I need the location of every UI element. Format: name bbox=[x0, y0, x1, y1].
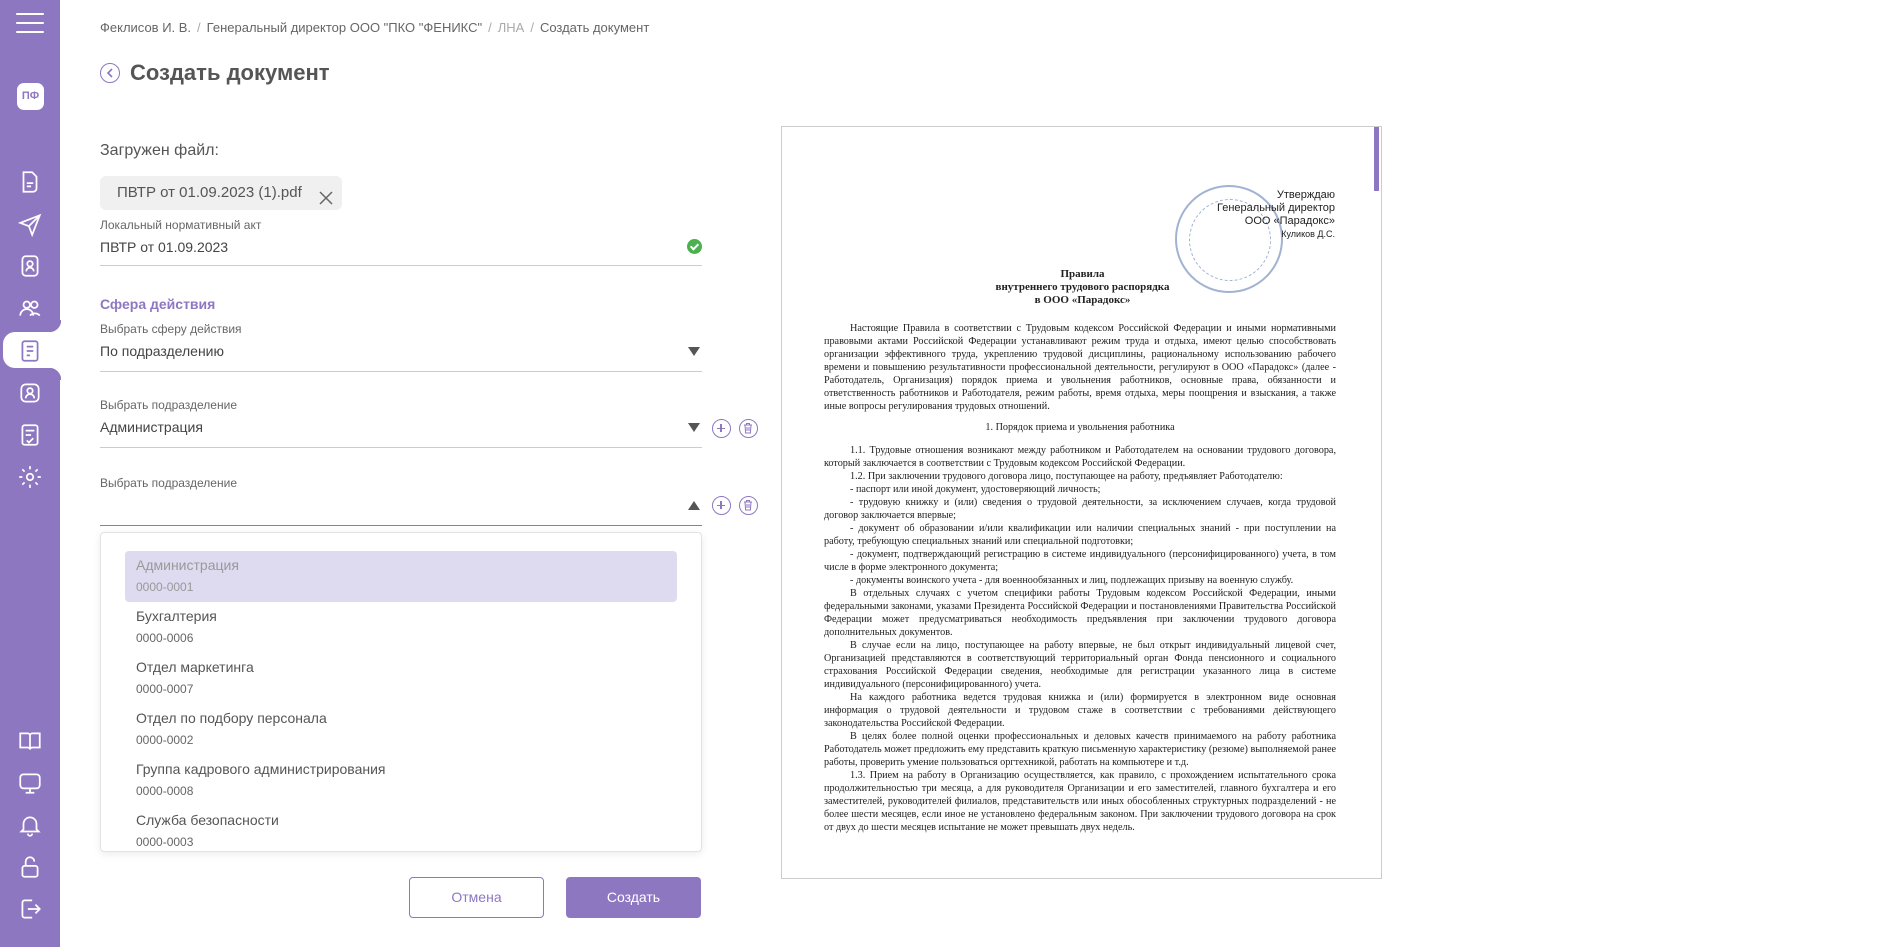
title-row bbox=[100, 60, 330, 86]
dropdown-option[interactable]: Отдел маркетинга 0000-0007 bbox=[136, 659, 254, 696]
department-1-actions bbox=[712, 419, 758, 438]
scope-select-label: Выбрать сферу действия bbox=[100, 322, 242, 336]
department-select-2[interactable] bbox=[100, 476, 702, 526]
lna-field[interactable] bbox=[100, 218, 702, 266]
department-select-1[interactable] bbox=[100, 398, 702, 448]
dropdown-option[interactable]: Группа кадрового администрирования 0000-0008 bbox=[136, 761, 386, 798]
gear-icon[interactable] bbox=[15, 462, 45, 492]
badge-icon[interactable] bbox=[15, 251, 45, 281]
upload-label: Загружен файл: bbox=[100, 142, 219, 159]
scrollbar[interactable] bbox=[1374, 127, 1379, 191]
dropdown-option[interactable]: Бухгалтерия 0000-0006 bbox=[136, 608, 217, 645]
check-icon bbox=[687, 239, 702, 254]
chevron-down-icon[interactable] bbox=[688, 347, 700, 356]
logout-icon[interactable] bbox=[15, 894, 45, 924]
menu-icon[interactable] bbox=[16, 13, 44, 29]
file-name: ПВТР от 01.09.2023 (1).pdf bbox=[117, 184, 302, 201]
create-button[interactable]: Создать bbox=[566, 877, 701, 918]
breadcrumb-item[interactable]: Генеральный директор ООО "ПКО "ФЕНИКС" bbox=[206, 20, 483, 35]
approval-block: Утверждаю Генеральный директор ООО «Парадокс» Куликов Д.С. bbox=[1217, 189, 1335, 239]
document-title: Правила внутреннего трудового распорядка в ООО «Парадокс» bbox=[995, 268, 1170, 306]
back-icon[interactable] bbox=[100, 63, 120, 83]
document-preview[interactable] bbox=[781, 126, 1382, 879]
document-icon[interactable] bbox=[15, 167, 45, 197]
trash-icon[interactable] bbox=[739, 419, 758, 438]
add-icon[interactable] bbox=[712, 419, 731, 438]
lna-field-value: ПВТР от 01.09.2023 bbox=[100, 239, 229, 255]
lock-icon[interactable] bbox=[15, 852, 45, 882]
bell-icon[interactable] bbox=[15, 810, 45, 840]
regulations-icon[interactable] bbox=[15, 336, 45, 366]
breadcrumb-item[interactable]: ЛНА bbox=[497, 20, 525, 35]
breadcrumb-item[interactable]: Феклисов И. В. bbox=[100, 20, 192, 35]
contact-icon[interactable] bbox=[15, 378, 45, 408]
chevron-up-icon[interactable] bbox=[688, 501, 700, 510]
book-icon[interactable] bbox=[15, 726, 45, 756]
department-dropdown bbox=[100, 532, 702, 852]
send-icon[interactable] bbox=[15, 209, 45, 239]
breadcrumb: Феклисов И. В. / Генеральный директор ООО "ПКО "ФЕНИКС" / ЛНА / Создать документ bbox=[100, 20, 650, 35]
department-select-label: Выбрать подразделение bbox=[100, 476, 237, 490]
signed-docs-icon[interactable] bbox=[15, 420, 45, 450]
users-icon[interactable] bbox=[15, 293, 45, 323]
file-chip bbox=[100, 176, 342, 210]
department-select-value: Администрация bbox=[100, 419, 203, 435]
document-body: Настоящие Правила в соответствии с Трудовым кодексом Российской Федерации и иными нормативными правовыми актами Российской Федерации устанавливают режим труда и отдыха, имеют целью способствовать организации эффективного труда, укреплению трудовой дисциплины, рациональному использованию рабочего времени и повышению результативности профессиональной деятельности, регулируют в ООО «Парадокс» (далее - Работодатель, Организация) порядок приема и увольнения работников, основные права, обязанности и ответственность работников и Работодателя, режим работы, время отдыха, меры поощрения и взыскания, а также иные вопросы регулирования трудовых отношений. 1. Порядок приема и увольнения работника 1.1. Трудовые отношения возникают между работником и Работодателем на основании трудового договора, который заключается в соответствии с Трудовым кодексом Российской Федерации. 1.2. При заключении трудового договора лицо, поступающее на работу, предъявляет Работодателю: - паспорт или иной документ, удостоверяющий личность; - трудовую книжку и (или) сведения о трудовой деятельности, за исключением случаев, когда трудовой договор заключается впервые; - документ об образовании и/или квалификации или наличии специальных знаний - при поступлении на работу, требующую специальных знаний или специальной подготовки; - документ, подтверждающий регистрацию в системе индивидуального (персонифицированного) учета, в том числе в форме электронного документа; - документы воинского учета - для военнообязанных и лиц, подлежащих призыву на военную службу. В отдельных случаях с учетом специфики работы Трудовым кодексом Российской Федерации, иными федеральными законами, указами Президента Российской Федерации и постановлениями Правительства Российской Федерации может предусматриваться необходимость предъявления при заключении трудового договора дополнительных документов. В случае если на лицо, поступающее на работу впервые, не был открыт индивидуальный лицевой счет, Организацией представляются в соответствующий территориальный орган Фонда пенсионного и социального страхования Российской Федерации сведения, необходимые для регистрации указанного лица в системе индивидуального (персонифицированного) учета. На каждого работника ведется трудовая книжка и (или) формируется в электронном виде основная информация о трудовой деятельности и трудовом стаже в соответствии с требованиями действующего законодательства Российской Федерации. В целях более полной оценки профессиональных и деловых качеств принимаемого на работу работника Работодатель может предложить ему представить краткую письменную характеристику (резюме) выполняемой ранее работы, проверить умение пользоваться оргтехникой, работать на компьютере и т.д. 1.3. Прием на работу в Организацию осуществляется, как правило, с прохождением испытательного срока продолжительностью три месяца, а для руководителя Организации и его заместителей, главного бухгалтера и его заместителей, руководителей филиалов, представительств или иных обособленных структурных подразделений - не более шести месяцев, если иное не установлено федеральным законом. При заключении трудового договора на срок от двух до шести месяцев испытание не может превышать двух недель. bbox=[824, 323, 1336, 833]
lna-field-label: Локальный нормативный акт bbox=[100, 218, 262, 232]
dropdown-option[interactable]: Служба безопасности 0000-0003 bbox=[136, 812, 279, 849]
close-icon[interactable] bbox=[318, 185, 334, 201]
trash-icon[interactable] bbox=[739, 496, 758, 515]
scope-select[interactable] bbox=[100, 322, 702, 372]
cancel-button[interactable]: Отмена bbox=[409, 877, 544, 918]
dropdown-option[interactable]: Отдел по подбору персонала 0000-0002 bbox=[136, 710, 327, 747]
sidebar bbox=[0, 0, 60, 947]
chevron-down-icon[interactable] bbox=[688, 423, 700, 432]
avatar[interactable]: ПФ bbox=[17, 83, 44, 110]
scope-section-title: Сфера действия bbox=[100, 296, 216, 312]
add-icon[interactable] bbox=[712, 496, 731, 515]
dropdown-option[interactable]: Администрация 0000-0001 bbox=[125, 551, 677, 602]
breadcrumb-current: Создать документ bbox=[539, 20, 650, 35]
scope-select-value: По подразделению bbox=[100, 343, 224, 359]
department-2-actions bbox=[712, 496, 758, 515]
help-icon[interactable] bbox=[15, 768, 45, 798]
department-select-label: Выбрать подразделение bbox=[100, 398, 237, 412]
page-title: Создать документ bbox=[130, 60, 330, 85]
